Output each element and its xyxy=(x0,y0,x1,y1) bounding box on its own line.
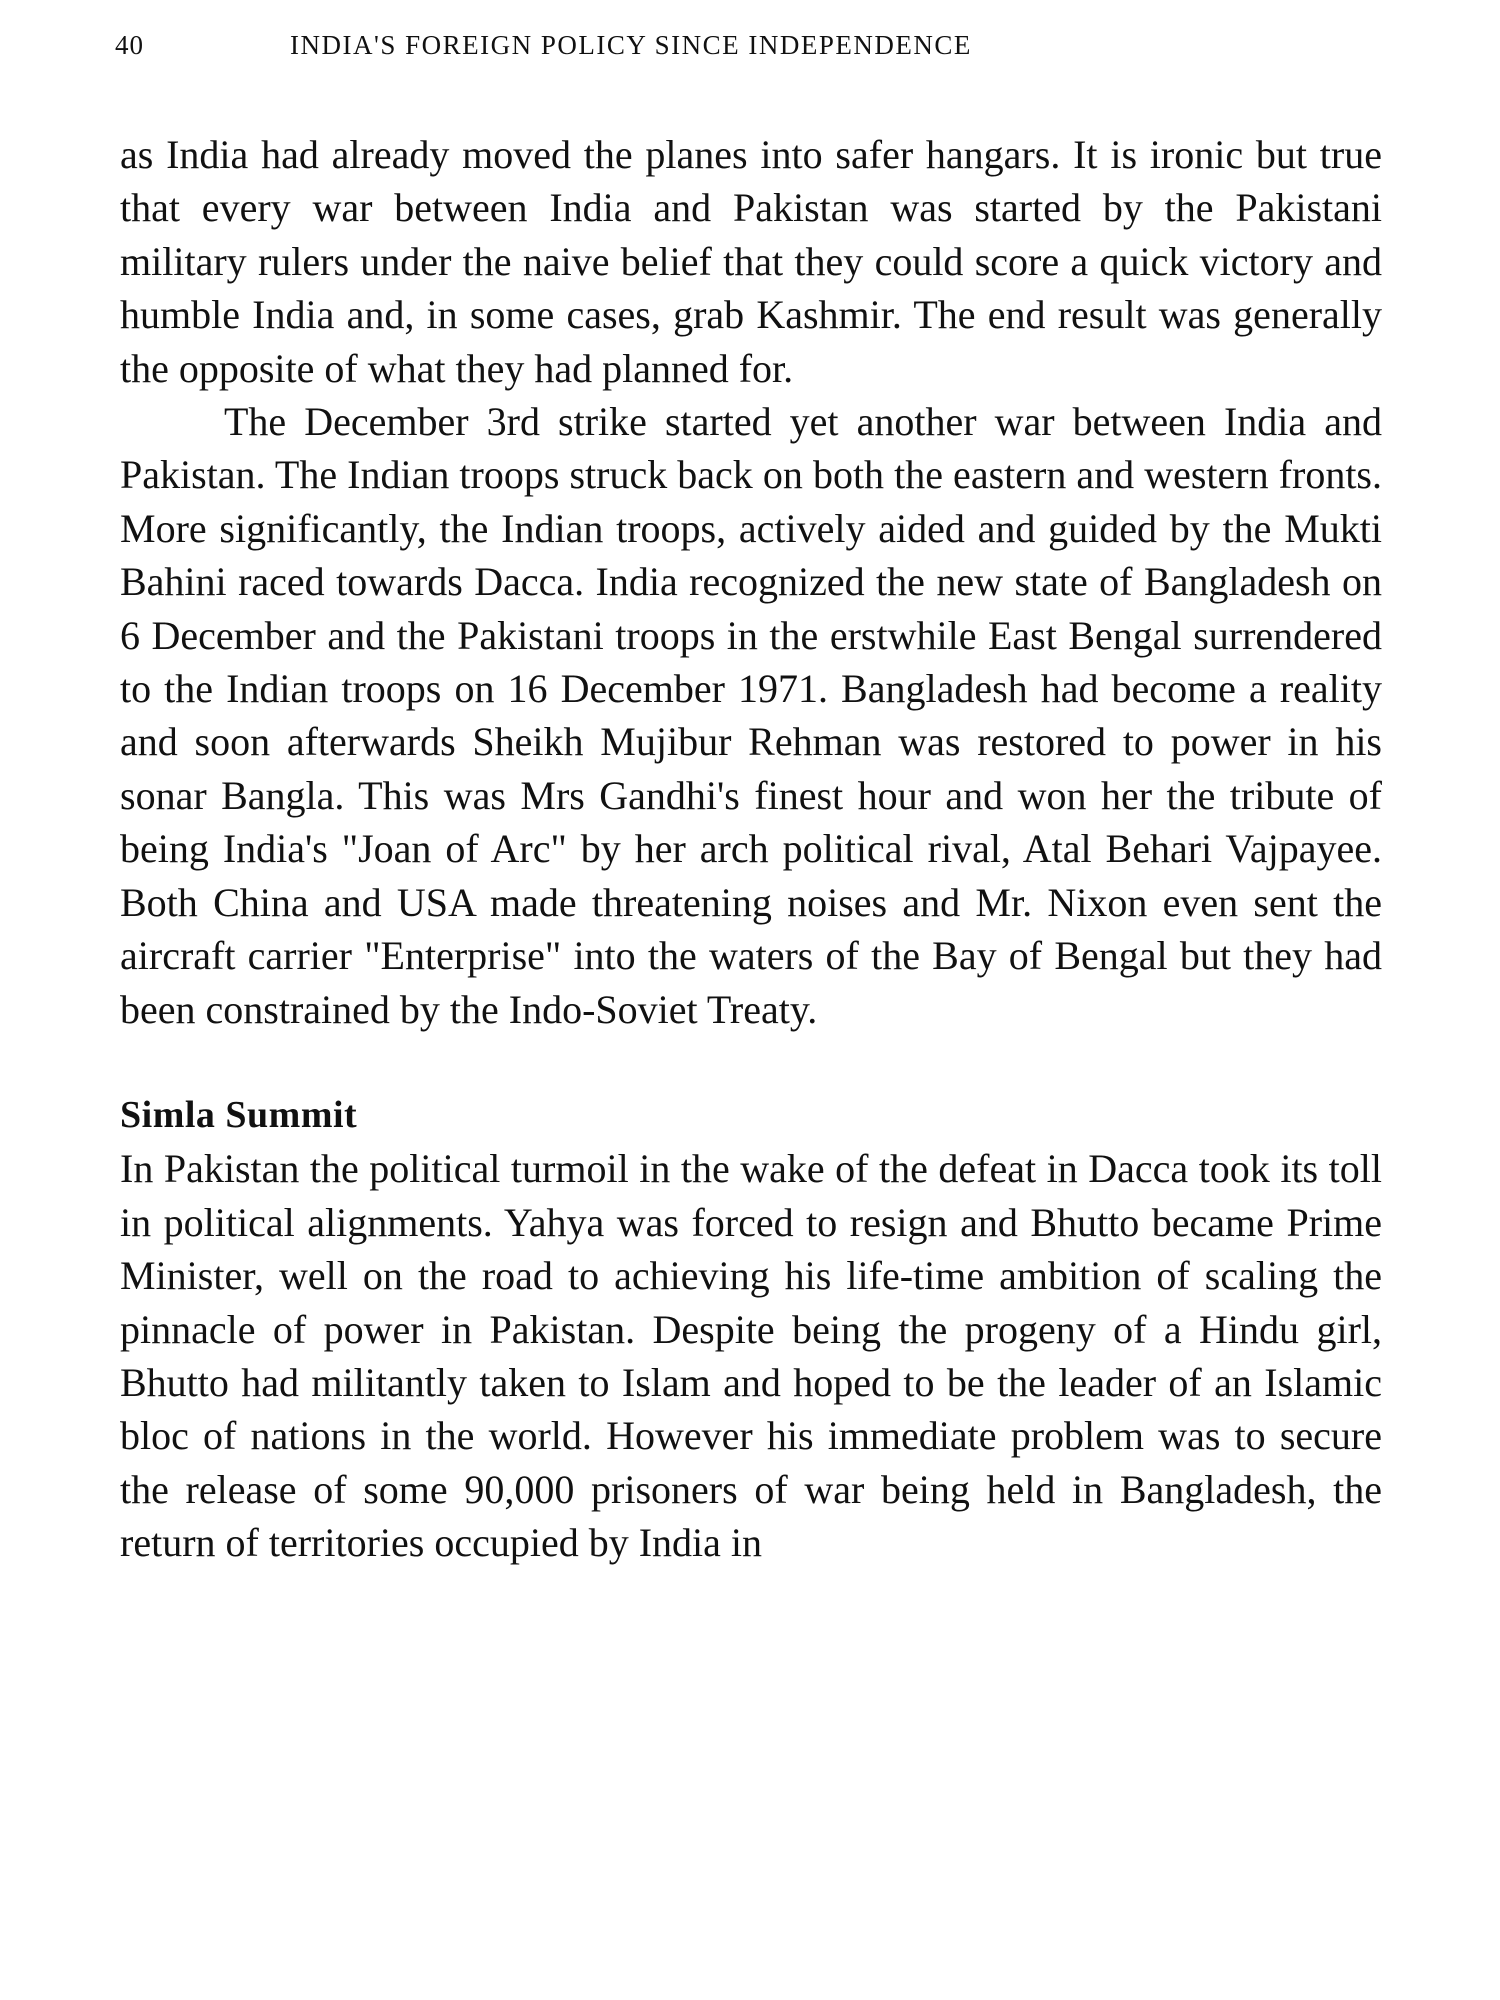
page-number: 40 xyxy=(115,30,144,60)
section-paragraph: In Pakistan the political turmoil in the wake of the defeat in Dacca took its toll in political alignments. Yahya was forced to resign and Bhutto became Prime Minister, well on the road to achieving his life-time ambition of scaling the pinnacle of power in Pakistan. Despite being the progeny of a Hindu girl, Bhutto had militantly taken to Islam and hoped to be the leader of an Islamic bloc of nations in the world. However his immediate problem was to secure the release of some 90,000 prisoners of war being held in Bangladesh, the return of territories occupied by India in xyxy=(120,1146,1382,1566)
paragraph-1: as India had already moved the planes into safer hangars. It is ironic but true that every war between India and Pakistan was started by the Pakistani military rulers under the naive belief that they could score a quick victory and humble India and, in some cases, grab Kashmir. The end result was generally the opposite of what they had planned for. xyxy=(120,132,1382,391)
running-head: INDIA'S FOREIGN POLICY SINCE INDEPENDENCE xyxy=(290,30,972,60)
body-text xyxy=(120,128,1382,1570)
page-header xyxy=(115,30,1395,70)
section-heading: Simla Summit xyxy=(120,1093,358,1136)
paragraph-2: The December 3rd strike started yet another war between India and Pakistan. The Indian troops struck back on both the eastern and western fronts. More significantly, the Indian troops, actively aided and guided by the Mukti Bahini raced towards Dacca. India recognized the new state of Bangladesh on 6 December and the Pakistani troops in the erstwhile East Bengal surrendered to the Indian troops on 16 December 1971. Bangladesh had become a reality and soon afterwards Sheikh Mujibur Rehman was restored to power in his sonar Bangla. This was Mrs Gandhi's finest hour and won her the tribute of being India's "Joan of Arc" by her arch political rival, Atal Behari Vajpayee. Both China and USA made threatening noises and Mr. Nixon even sent the aircraft carrier "Enterprise" into the waters of the Bay of Bengal but they had been constrained by the Indo-Soviet Treaty. xyxy=(120,399,1382,1032)
